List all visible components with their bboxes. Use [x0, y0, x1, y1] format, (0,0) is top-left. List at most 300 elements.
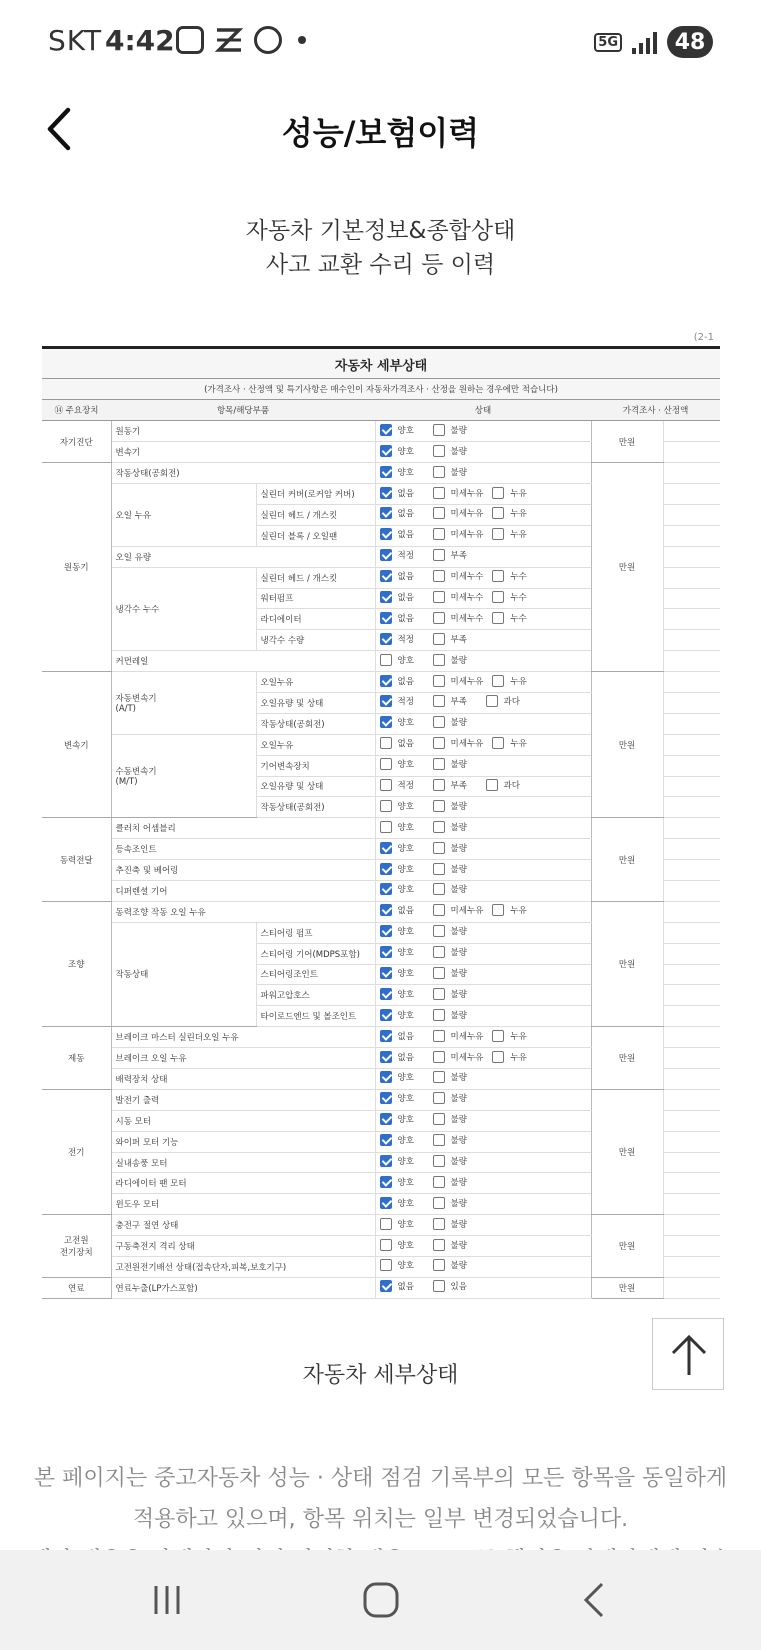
state-option[interactable]	[433, 967, 477, 979]
state-options	[375, 1089, 591, 1110]
option-label: 불량	[450, 1157, 467, 1167]
checkbox-unchecked-icon[interactable]	[492, 528, 504, 540]
state-option[interactable]	[433, 842, 477, 854]
state-option[interactable]	[380, 1239, 424, 1251]
price-remark-cell	[663, 567, 720, 588]
checkbox-unchecked-icon[interactable]	[433, 1218, 445, 1230]
system-name: 변속기	[42, 672, 111, 818]
checkbox-checked-icon[interactable]	[380, 675, 392, 687]
price-remark-cell	[663, 1257, 720, 1278]
network-5g-icon: 5G	[594, 33, 622, 52]
state-option[interactable]	[433, 1051, 484, 1063]
state-options	[375, 1006, 591, 1027]
option-label: 불량	[450, 822, 467, 833]
price-remark-cell	[663, 943, 720, 964]
checkbox-unchecked-icon[interactable]	[380, 1218, 392, 1230]
checkbox-unchecked-icon[interactable]	[433, 1051, 445, 1063]
state-option[interactable]	[433, 946, 477, 958]
state-option[interactable]	[433, 1197, 477, 1209]
price-remark-cell	[663, 546, 720, 567]
checkbox-checked-icon[interactable]	[380, 1155, 392, 1167]
checkbox-unchecked-icon[interactable]	[433, 1176, 445, 1188]
option-label: 누유	[510, 1052, 527, 1063]
state-option[interactable]	[380, 654, 424, 666]
state-option[interactable]	[492, 591, 536, 603]
checkbox-checked-icon[interactable]	[380, 988, 392, 1000]
state-options	[375, 1131, 591, 1152]
state-option[interactable]	[433, 1218, 477, 1230]
home-button[interactable]	[356, 1580, 406, 1620]
checkbox-unchecked-icon[interactable]	[433, 737, 445, 749]
state-option[interactable]	[380, 570, 424, 582]
price-remark-cell	[663, 463, 720, 484]
state-option[interactable]	[433, 716, 477, 728]
checkbox-checked-icon[interactable]	[380, 695, 392, 707]
checkbox-checked-icon[interactable]	[380, 925, 392, 937]
checkbox-unchecked-icon[interactable]	[433, 800, 445, 812]
option-label: 불량	[450, 760, 467, 771]
sub-part-name: 작동상태(공회전)	[256, 713, 375, 734]
state-option[interactable]	[433, 779, 477, 791]
checkbox-unchecked-icon[interactable]	[433, 1009, 445, 1021]
checkbox-unchecked-icon[interactable]	[433, 1239, 445, 1251]
checkbox-unchecked-icon[interactable]	[433, 904, 445, 916]
state-option[interactable]	[433, 758, 477, 770]
price-remark-cell	[663, 484, 720, 505]
state-option[interactable]	[433, 570, 484, 582]
checkbox-checked-icon[interactable]	[380, 904, 392, 916]
state-options	[375, 797, 591, 818]
state-option[interactable]	[492, 528, 536, 540]
inspection-table	[42, 400, 720, 1299]
state-option[interactable]	[380, 549, 424, 561]
state-option[interactable]	[433, 695, 477, 707]
checkbox-checked-icon[interactable]	[380, 1134, 392, 1146]
option-label: 있음	[450, 1282, 467, 1293]
option-label: 양호	[397, 1240, 414, 1251]
state-option[interactable]	[380, 1197, 424, 1209]
scroll-to-top-button[interactable]	[652, 1318, 724, 1390]
state-option[interactable]	[433, 487, 484, 499]
state-option[interactable]	[380, 1113, 424, 1125]
checkbox-checked-icon[interactable]	[380, 466, 392, 478]
price-remark-cell	[663, 1048, 720, 1069]
checkbox-unchecked-icon[interactable]	[433, 487, 445, 499]
price-unit: 만원	[591, 1277, 663, 1298]
state-option[interactable]	[380, 821, 424, 833]
checkbox-unchecked-icon[interactable]	[433, 1071, 445, 1083]
checkbox-unchecked-icon[interactable]	[492, 1030, 504, 1042]
page-title: 성능/보험이력	[281, 114, 480, 152]
checkbox-checked-icon[interactable]	[380, 487, 392, 499]
state-option[interactable]	[380, 612, 424, 624]
price-remark-cell	[663, 985, 720, 1006]
checkbox-unchecked-icon[interactable]	[380, 1259, 392, 1271]
option-label: 적정	[397, 697, 414, 708]
part-name: 구동축전지 격리 상태	[111, 1236, 375, 1257]
nav-back-button[interactable]	[570, 1580, 620, 1620]
state-option[interactable]	[380, 758, 424, 770]
state-option[interactable]	[433, 821, 477, 833]
option-label: 양호	[397, 1115, 414, 1126]
checkbox-checked-icon[interactable]	[380, 716, 392, 728]
checkbox-checked-icon[interactable]	[380, 1092, 392, 1104]
carrier-label: SKT	[48, 24, 103, 57]
state-option[interactable]	[433, 904, 484, 916]
part-name: 고전원전기배선 상태(접속단자,피복,보호기구)	[111, 1257, 375, 1278]
intro-line-2: 사고 교환 수리 등 이력	[265, 252, 496, 278]
state-option[interactable]	[433, 1092, 477, 1104]
option-label: 미세누유	[450, 1031, 484, 1042]
state-option[interactable]	[380, 528, 424, 540]
option-label: 누유	[510, 1031, 527, 1042]
checkbox-checked-icon[interactable]	[380, 445, 392, 457]
price-remark-cell	[663, 504, 720, 525]
description-line-2: 적용하고 있으며, 항목 위치는 일부 변경되었습니다.	[132, 1507, 629, 1532]
checkbox-unchecked-icon[interactable]	[492, 612, 504, 624]
state-options	[375, 484, 591, 505]
state-option[interactable]	[380, 633, 424, 645]
state-options	[375, 525, 591, 546]
checkbox-unchecked-icon[interactable]	[433, 1092, 445, 1104]
state-options	[375, 546, 591, 567]
state-option[interactable]	[380, 466, 424, 478]
state-option[interactable]	[380, 1218, 424, 1230]
checkbox-unchecked-icon[interactable]	[433, 466, 445, 478]
state-options	[375, 588, 591, 609]
checkbox-checked-icon[interactable]	[380, 1030, 392, 1042]
state-option[interactable]	[380, 507, 424, 519]
price-remark-cell	[663, 922, 720, 943]
sub-part-name: 라디에이터	[256, 609, 375, 630]
state-option[interactable]	[492, 1030, 536, 1042]
system-name: 연료	[42, 1277, 111, 1298]
checkbox-checked-icon[interactable]	[380, 967, 392, 979]
checkbox-unchecked-icon[interactable]	[433, 988, 445, 1000]
checkbox-unchecked-icon[interactable]	[486, 779, 498, 791]
checkbox-unchecked-icon[interactable]	[492, 904, 504, 916]
option-label: 불량	[450, 968, 467, 979]
state-option[interactable]	[380, 1134, 424, 1146]
checkbox-unchecked-icon[interactable]	[492, 737, 504, 749]
system-indicators	[594, 26, 713, 58]
state-option[interactable]	[380, 1092, 424, 1104]
state-option[interactable]	[433, 1030, 484, 1042]
state-option[interactable]	[433, 1280, 477, 1292]
option-label: 불량	[450, 718, 467, 729]
state-option[interactable]	[492, 487, 536, 499]
state-option[interactable]	[380, 1009, 424, 1021]
checkbox-checked-icon[interactable]	[380, 424, 392, 436]
sub-part-name: 워터펌프	[256, 588, 375, 609]
checkbox-checked-icon[interactable]	[380, 633, 392, 645]
state-option[interactable]	[433, 591, 484, 603]
state-option[interactable]	[433, 1134, 477, 1146]
state-option[interactable]	[380, 1155, 424, 1167]
option-label: 양호	[397, 864, 414, 875]
checkbox-unchecked-icon[interactable]	[433, 424, 445, 436]
state-option[interactable]	[380, 675, 424, 687]
checkbox-unchecked-icon[interactable]	[433, 528, 445, 540]
state-option[interactable]	[433, 445, 477, 457]
checkbox-checked-icon[interactable]	[380, 1051, 392, 1063]
checkbox-unchecked-icon[interactable]	[433, 591, 445, 603]
price-remark-cell	[663, 1027, 720, 1048]
state-option[interactable]	[380, 842, 424, 854]
part-name: 브레이크 오일 누유	[111, 1048, 375, 1069]
part-name: 와이퍼 모터 기능	[111, 1131, 375, 1152]
checkbox-checked-icon[interactable]	[380, 863, 392, 875]
home-icon	[356, 1580, 406, 1620]
checkbox-unchecked-icon[interactable]	[492, 570, 504, 582]
option-label: 없음	[397, 739, 414, 750]
checkbox-checked-icon[interactable]	[380, 612, 392, 624]
price-remark-cell	[663, 1277, 720, 1298]
state-option[interactable]	[433, 633, 477, 645]
state-option[interactable]	[380, 883, 424, 895]
checkbox-unchecked-icon[interactable]	[433, 1030, 445, 1042]
option-label: 양호	[397, 989, 414, 1000]
checkbox-unchecked-icon[interactable]	[492, 591, 504, 603]
table-row	[42, 1027, 720, 1048]
state-option[interactable]	[380, 1030, 424, 1042]
state-option[interactable]	[380, 1280, 424, 1292]
option-label: 미세누유	[450, 739, 484, 750]
header-item: 항목/해당부품	[111, 400, 375, 421]
state-option[interactable]	[380, 487, 424, 499]
sub-part-name: 스티어링 기어(MDPS포함)	[256, 943, 375, 964]
state-option[interactable]	[380, 988, 424, 1000]
checkbox-checked-icon[interactable]	[380, 1009, 392, 1021]
state-option[interactable]	[492, 1051, 536, 1063]
zm-app-icon	[214, 26, 244, 54]
part-name: 동력조향 작동 오일 누유	[111, 901, 375, 922]
checkbox-unchecked-icon[interactable]	[433, 1155, 445, 1167]
part-name: 클러치 어셈블리	[111, 818, 375, 839]
checkbox-checked-icon[interactable]	[380, 1113, 392, 1125]
checkbox-unchecked-icon[interactable]	[380, 758, 392, 770]
option-label: 양호	[397, 801, 414, 812]
checkbox-unchecked-icon[interactable]	[433, 758, 445, 770]
part-name: 오일 누유	[111, 484, 256, 547]
checkbox-checked-icon[interactable]	[380, 883, 392, 895]
checkbox-checked-icon[interactable]	[380, 528, 392, 540]
state-option[interactable]	[380, 695, 424, 707]
state-options	[375, 504, 591, 525]
state-option[interactable]	[486, 695, 530, 707]
state-option[interactable]	[433, 424, 477, 436]
part-name: 자동변속기 (A/T)	[111, 672, 256, 735]
checkbox-unchecked-icon[interactable]	[486, 695, 498, 707]
option-label: 없음	[397, 676, 414, 687]
state-option[interactable]	[380, 445, 424, 457]
price-remark-cell	[663, 525, 720, 546]
system-navigation-bar	[0, 1550, 761, 1650]
state-option[interactable]	[433, 1155, 477, 1167]
state-option[interactable]	[492, 904, 536, 916]
checkbox-unchecked-icon[interactable]	[492, 675, 504, 687]
checkbox-unchecked-icon[interactable]	[380, 800, 392, 812]
state-option[interactable]	[433, 1176, 477, 1188]
state-options	[375, 1152, 591, 1173]
checkbox-unchecked-icon[interactable]	[380, 821, 392, 833]
checkbox-unchecked-icon[interactable]	[433, 445, 445, 457]
checkbox-unchecked-icon[interactable]	[433, 1197, 445, 1209]
state-option[interactable]	[492, 675, 536, 687]
state-option[interactable]	[433, 1009, 477, 1021]
option-label: 불량	[450, 1177, 467, 1188]
option-label: 없음	[397, 1052, 414, 1063]
checkbox-unchecked-icon[interactable]	[433, 925, 445, 937]
option-label: 누유	[510, 488, 527, 499]
inspection-table-body	[42, 421, 720, 1298]
sub-part-name: 실린더 커버(로커암 커버)	[256, 484, 375, 505]
checkbox-unchecked-icon[interactable]	[433, 695, 445, 707]
state-option[interactable]	[492, 737, 536, 749]
state-option[interactable]	[492, 612, 536, 624]
state-options	[375, 1194, 591, 1215]
state-option[interactable]	[433, 1113, 477, 1125]
option-label: 양호	[397, 822, 414, 833]
checkbox-checked-icon[interactable]	[380, 1280, 392, 1292]
checkbox-unchecked-icon[interactable]	[433, 863, 445, 875]
state-option[interactable]	[433, 549, 477, 561]
checkbox-checked-icon[interactable]	[380, 570, 392, 582]
state-option[interactable]	[380, 946, 424, 958]
state-option[interactable]	[433, 675, 484, 687]
state-option[interactable]	[492, 570, 536, 582]
state-option[interactable]	[492, 507, 536, 519]
checkbox-unchecked-icon[interactable]	[433, 1113, 445, 1125]
state-option[interactable]	[433, 863, 477, 875]
checkbox-unchecked-icon[interactable]	[380, 1239, 392, 1251]
state-option[interactable]	[433, 800, 477, 812]
checkbox-checked-icon[interactable]	[380, 549, 392, 561]
option-label: 부족	[450, 780, 467, 791]
checkbox-checked-icon[interactable]	[380, 946, 392, 958]
checkbox-unchecked-icon[interactable]	[433, 549, 445, 561]
state-option[interactable]	[486, 779, 530, 791]
checkbox-checked-icon[interactable]	[380, 842, 392, 854]
checkbox-unchecked-icon[interactable]	[433, 842, 445, 854]
system-name: 자기진단	[42, 421, 111, 463]
checkbox-unchecked-icon[interactable]	[433, 1259, 445, 1271]
state-options	[375, 1173, 591, 1194]
checkbox-unchecked-icon[interactable]	[433, 675, 445, 687]
state-option[interactable]	[433, 1259, 477, 1271]
sub-part-name: 오일유량 및 상태	[256, 692, 375, 713]
checkbox-unchecked-icon[interactable]	[492, 1051, 504, 1063]
state-option[interactable]	[380, 1071, 424, 1083]
state-option[interactable]	[433, 925, 477, 937]
state-option[interactable]	[433, 612, 484, 624]
state-option[interactable]	[380, 800, 424, 812]
recent-apps-button[interactable]	[142, 1580, 192, 1620]
part-name: 디퍼렌셜 기어	[111, 880, 375, 901]
state-options	[375, 943, 591, 964]
state-option[interactable]	[433, 988, 477, 1000]
checkbox-checked-icon[interactable]	[380, 1071, 392, 1083]
checkbox-unchecked-icon[interactable]	[433, 821, 445, 833]
header-price: 가격조사 · 산정액	[591, 400, 720, 421]
state-option[interactable]	[433, 528, 484, 540]
state-options	[375, 651, 591, 672]
option-label: 양호	[397, 467, 414, 478]
checkbox-unchecked-icon[interactable]	[492, 487, 504, 499]
checkbox-unchecked-icon[interactable]	[433, 633, 445, 645]
checkbox-checked-icon[interactable]	[380, 1197, 392, 1209]
checkbox-checked-icon[interactable]	[380, 507, 392, 519]
checkbox-unchecked-icon[interactable]	[433, 716, 445, 728]
option-label: 없음	[397, 509, 414, 520]
part-name: 연료누출(LP가스포함)	[111, 1277, 375, 1298]
checkbox-checked-icon[interactable]	[380, 1176, 392, 1188]
price-remark-cell	[663, 839, 720, 860]
checkbox-unchecked-icon[interactable]	[492, 507, 504, 519]
state-option[interactable]	[380, 424, 424, 436]
checkbox-unchecked-icon[interactable]	[380, 654, 392, 666]
battery-icon: 48	[667, 26, 713, 58]
checkbox-unchecked-icon[interactable]	[380, 779, 392, 791]
sub-part-name: 냉각수 수량	[256, 630, 375, 651]
checkbox-checked-icon[interactable]	[380, 591, 392, 603]
checkbox-unchecked-icon[interactable]	[433, 967, 445, 979]
checkbox-unchecked-icon[interactable]	[380, 737, 392, 749]
state-option[interactable]	[380, 1051, 424, 1063]
state-option[interactable]	[380, 863, 424, 875]
state-option[interactable]	[433, 883, 477, 895]
checkbox-unchecked-icon[interactable]	[433, 946, 445, 958]
checkbox-unchecked-icon[interactable]	[433, 654, 445, 666]
state-option[interactable]	[380, 1259, 424, 1271]
price-remark-cell	[663, 880, 720, 901]
price-remark-cell	[663, 421, 720, 442]
state-option[interactable]	[380, 904, 424, 916]
checkbox-unchecked-icon[interactable]	[433, 612, 445, 624]
checkbox-unchecked-icon[interactable]	[433, 507, 445, 519]
state-option[interactable]	[433, 1071, 477, 1083]
state-option[interactable]	[380, 967, 424, 979]
state-option[interactable]	[433, 1239, 477, 1251]
checkbox-unchecked-icon[interactable]	[433, 1134, 445, 1146]
state-option[interactable]	[380, 779, 424, 791]
state-option[interactable]	[433, 466, 477, 478]
state-option[interactable]	[380, 1176, 424, 1188]
state-option[interactable]	[433, 507, 484, 519]
state-option[interactable]	[380, 716, 424, 728]
state-option[interactable]	[433, 654, 477, 666]
option-label: 과다	[503, 780, 520, 791]
part-name: 실내송풍 모터	[111, 1152, 375, 1173]
state-option[interactable]	[433, 737, 484, 749]
state-option[interactable]	[380, 591, 424, 603]
inspection-document	[42, 332, 720, 1299]
checkbox-unchecked-icon[interactable]	[433, 883, 445, 895]
sub-part-name: 작동상태(공회전)	[256, 797, 375, 818]
checkbox-unchecked-icon[interactable]	[433, 570, 445, 582]
option-label: 미세누유	[450, 530, 484, 541]
state-option[interactable]	[380, 925, 424, 937]
system-name: 조향	[42, 901, 111, 1026]
price-remark-cell	[663, 1194, 720, 1215]
checkbox-unchecked-icon[interactable]	[433, 779, 445, 791]
checkbox-unchecked-icon[interactable]	[433, 1280, 445, 1292]
part-name: 원동기	[111, 421, 375, 442]
option-label: 불량	[450, 1136, 467, 1147]
state-option[interactable]	[380, 737, 424, 749]
option-label: 미세누유	[450, 676, 484, 687]
option-label: 불량	[450, 1240, 467, 1251]
